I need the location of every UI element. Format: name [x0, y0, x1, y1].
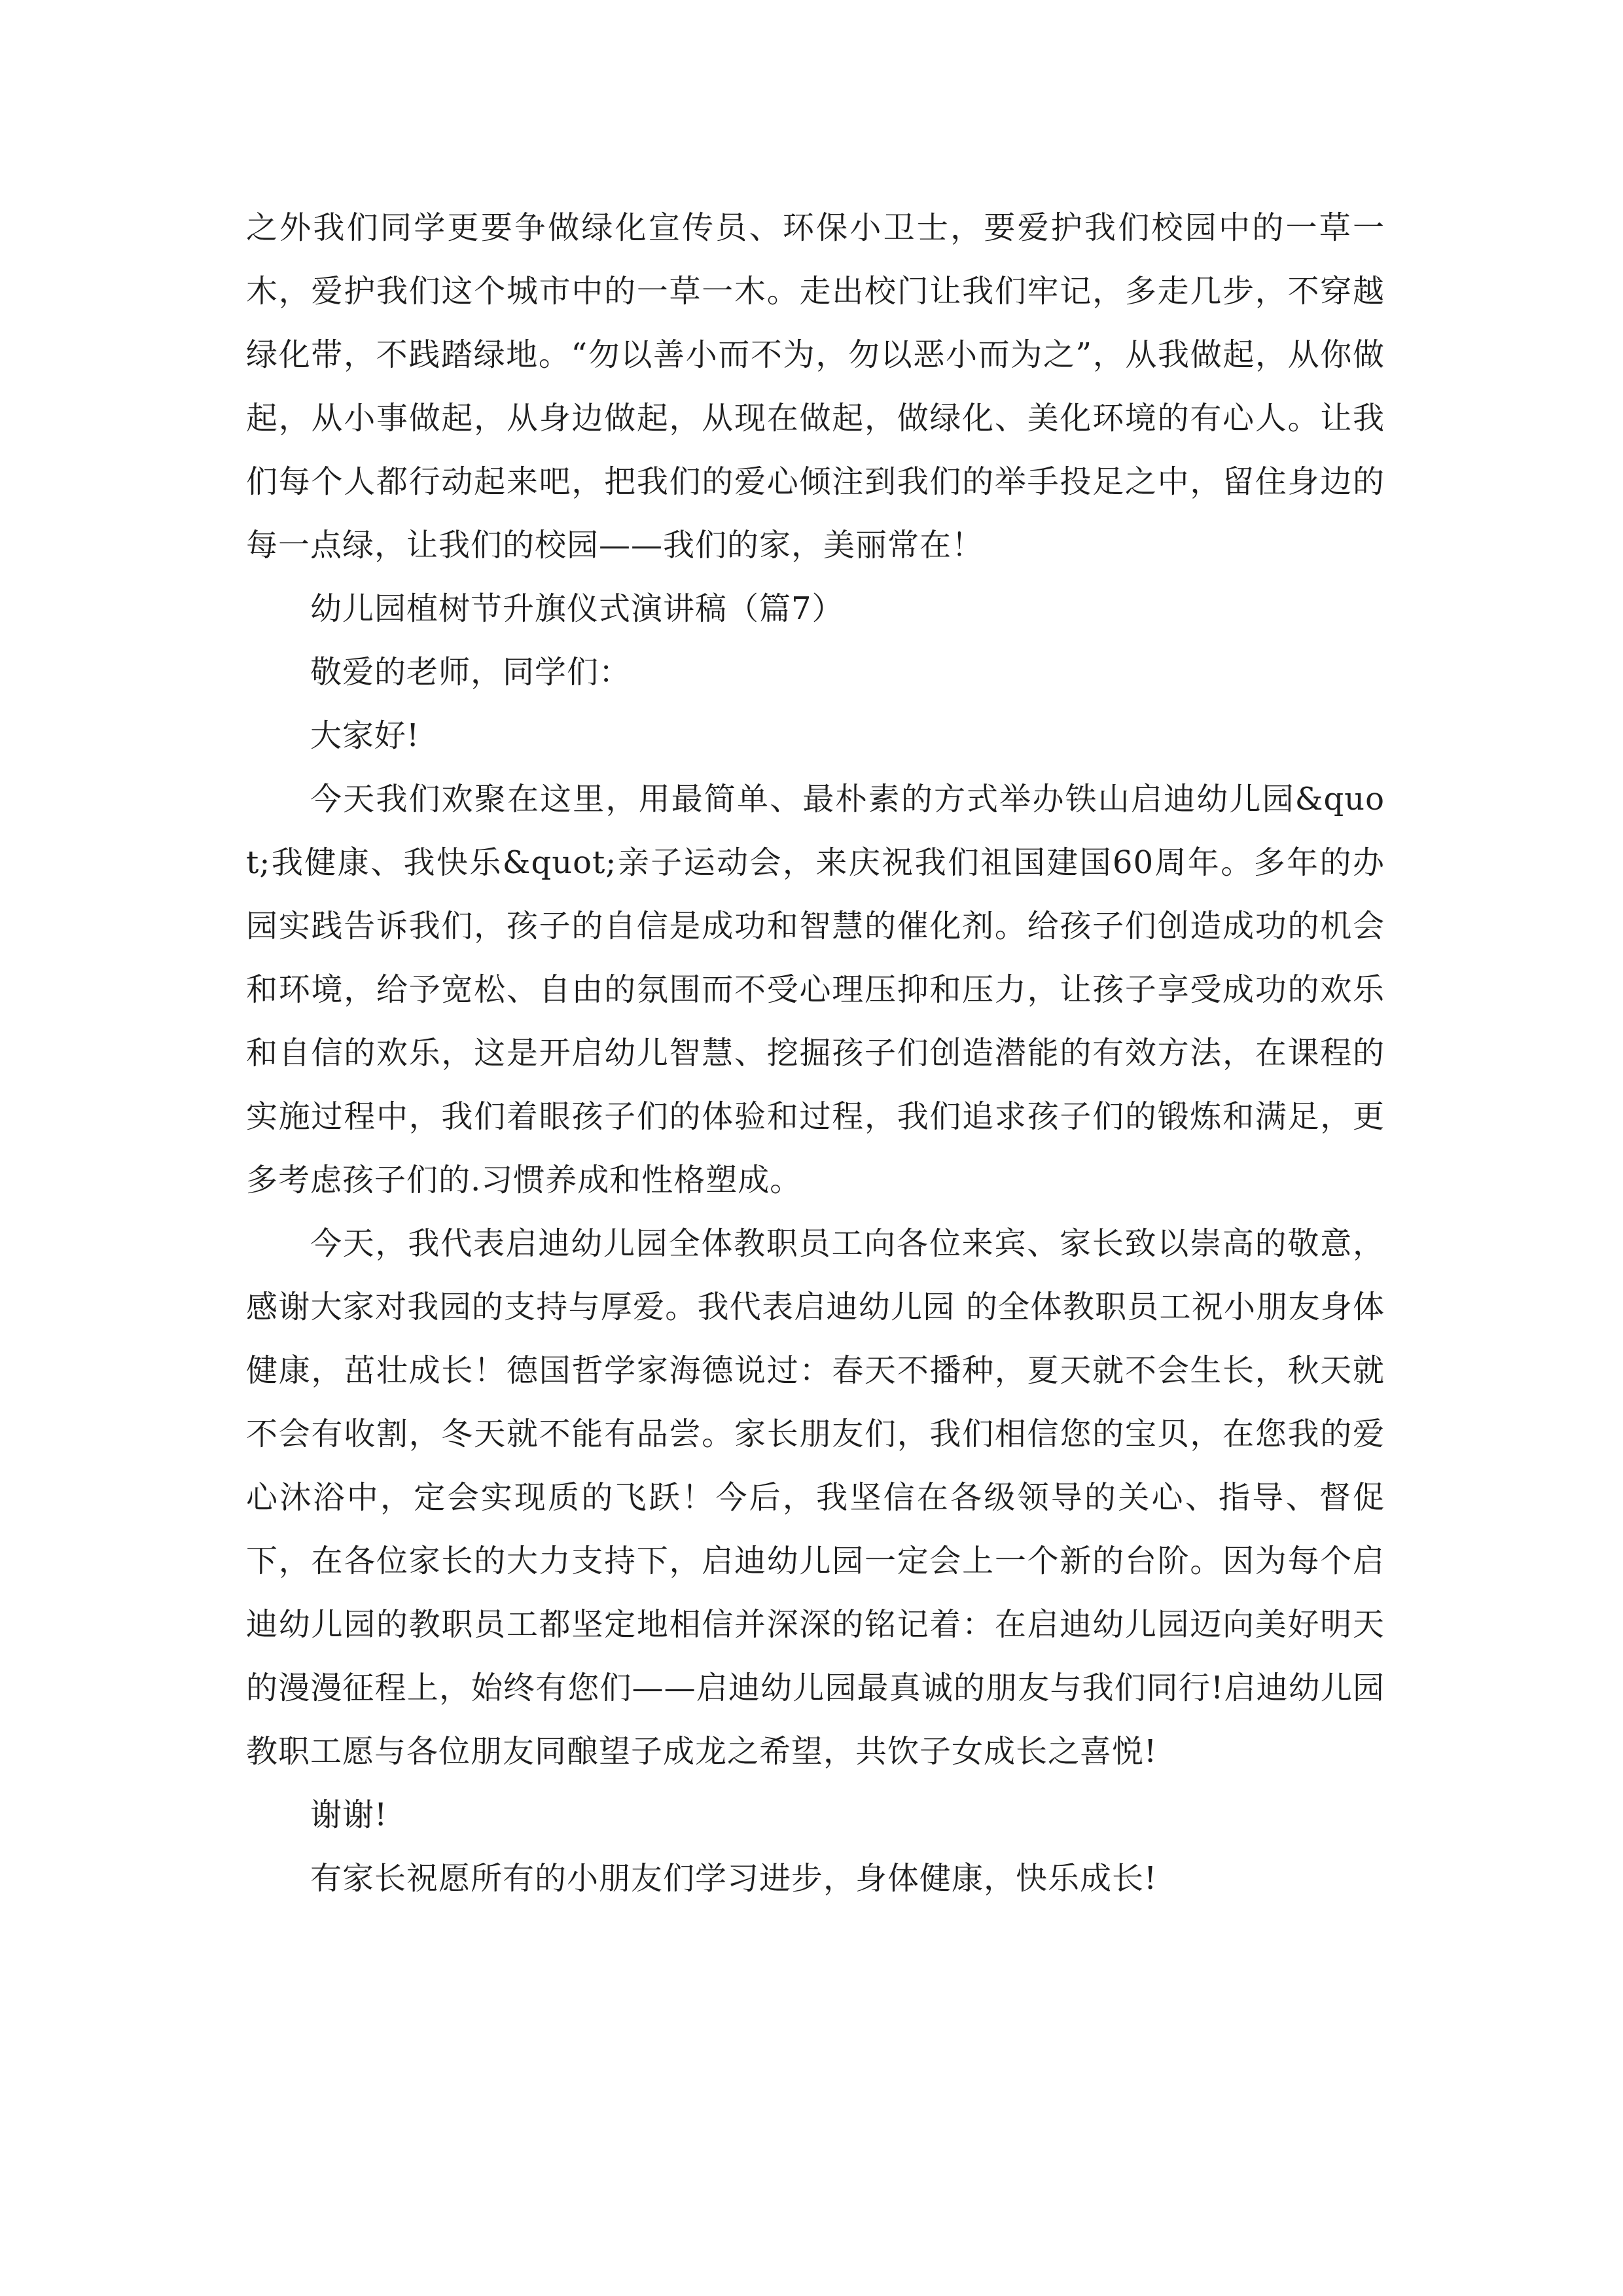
paragraph: 今天，我代表启迪幼儿园全体教职员工向各位来宾、家长致以崇高的敬意，感谢大家对我园的支持与厚爱。我代表启迪幼儿园 的全体教职员工祝小朋友身体健康，茁壮成长！德国哲学家海德说过：春天不播种，夏天就不会生长，秋天就不会有收割，冬天就不能有品尝。家长朋友们，我们相信您的宝贝，在您我的爱心沐浴中，定会实现质的飞跃！今后，我坚信在各级领导的关心、指导、督促下，在各位家长的大力支持下，启迪幼儿园一定会上一个新的台阶。因为每个启迪幼儿园的教职员工都坚定地相信并深深的铭记着：在启迪幼儿园迈向美好明天的漫漫征程上，始终有您们——启迪幼儿园最真诚的朋友与我们同行!启迪幼儿园教职工愿与各位朋友同酿望子成龙之希望，共饮子女成长之喜悦! — [246, 1225, 1385, 1770]
greeting: 大家好! — [310, 717, 420, 754]
salutation: 敬爱的老师，同学们： — [310, 654, 632, 691]
document-body — [246, 196, 1385, 1910]
section-heading: 幼儿园植树节升旗仪式演讲稿（篇7） — [310, 590, 844, 627]
thanks: 谢谢! — [310, 1797, 388, 1833]
closing-wish: 有家长祝愿所有的小朋友们学习进步，身体健康，快乐成长! — [310, 1860, 1158, 1897]
paragraph: 今天我们欢聚在这里，用最简单、最朴素的方式举办铁山启迪幼儿园&quot;我健康、我快乐&quot;亲子运动会，来庆祝我们祖国建国60周年。多年的办园实践告诉我们，孩子的自信是成功和智慧的催化剂。给孩子们创造成功的机会和环境，给予宽松、自由的氛围而不受心理压抑和压力，让孩子享受成功的欢乐和自信的欢乐，这是开启幼儿智慧、挖掘孩子们创造潜能的有效方法，在课程的实施过程中，我们着眼孩子们的体验和过程，我们追求孩子们的锻炼和满足，更多考虑孩子们的.习惯养成和性格塑成。 — [246, 781, 1385, 1198]
paragraph-continuation: 之外我们同学更要争做绿化宣传员、环保小卫士，要爱护我们校园中的一草一木，爱护我们这个城市中的一草一木。走出校门让我们牢记，多走几步，不穿越绿化带，不践踏绿地。“勿以善小而不为，勿以恶小而为之”，从我做起，从你做起，从小事做起，从身边做起，从现在做起，做绿化、美化环境的有心人。让我们每个人都行动起来吧，把我们的爱心倾注到我们的举手投足之中，留住身边的每一点绿，让我们的校园——我们的家，美丽常在！ — [246, 209, 1385, 564]
